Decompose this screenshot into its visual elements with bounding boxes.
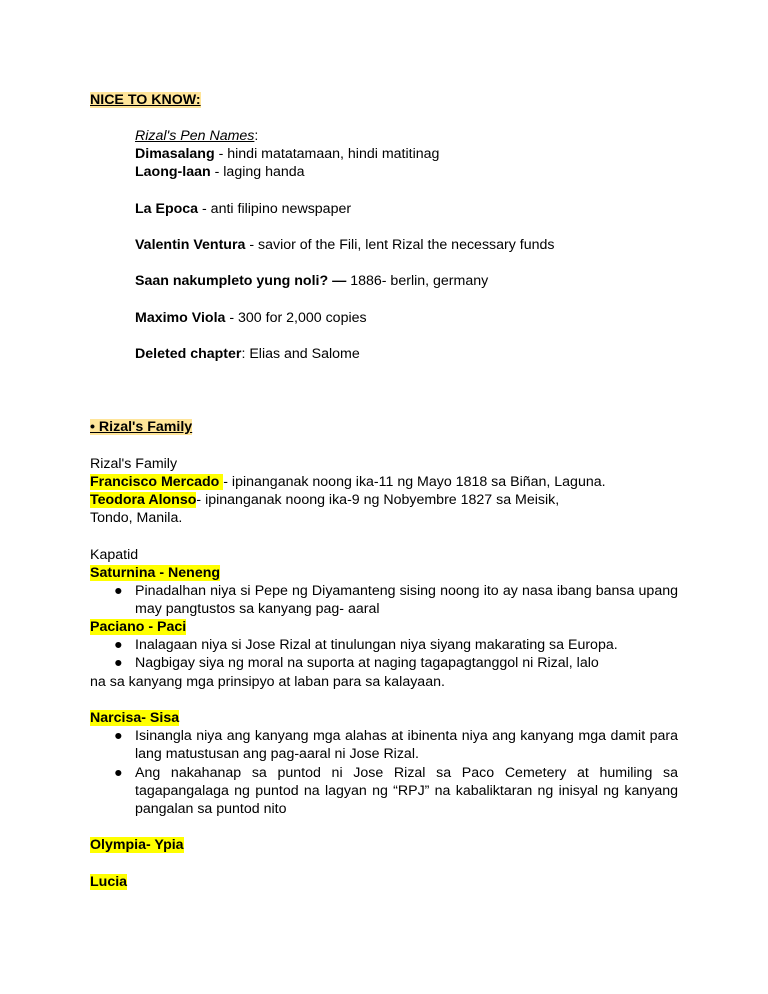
- sibling-name-paciano: Paciano - Paci: [90, 619, 187, 635]
- sibling-bullet-text: Pinadalhan niya si Pepe ng Diyamanteng sising noong ito ay nasa ibang bansa upang may pangtustos sa kanyang pag- aaral: [135, 583, 678, 617]
- sibling-bullet-text-cont: na sa kanyang mga prinsipyo at laban para sa kalayaan.: [90, 674, 445, 690]
- bullet-icon: ●: [114, 637, 123, 653]
- sibling-bullet-text: Isinangla niya ang kanyang mga alahas at ibinenta niya ang kanyang mga damit para lang matustusan ang pag-aaral ni Jose Rizal.: [135, 728, 678, 762]
- sibling-name-narcisa: Narcisa- Sisa: [90, 710, 180, 726]
- fact-item: Saan nakumpleto yung noli? — 1886- berlin, germany: [135, 273, 489, 289]
- bullet-icon: ●: [114, 728, 123, 744]
- bullet-icon: ●: [114, 655, 123, 671]
- pen-names-label: Rizal's Pen Names:: [135, 128, 259, 144]
- nice-to-know-heading: NICE TO KNOW:: [90, 92, 201, 108]
- pen-name-item: Laong-laan - laging handa: [135, 164, 305, 180]
- sibling-bullet-text: Ang nakahanap sa puntod ni Jose Rizal sa Paco Cemetery at humiling sa tagapangalaga ng puntod na lagyan ng “RPJ” na kabaliktaran ng inisyal ng kanyang pangalan sa puntod nito: [135, 765, 678, 817]
- sibling-bullet-text: Inalagaan niya si Jose Rizal at tinulungan niya siyang makarating sa Europa.: [135, 637, 618, 653]
- sibling-name-olympia: Olympia- Ypia: [90, 837, 184, 853]
- mother-entry: Teodora Alonso- ipinanganak noong ika-9 ng Nobyembre 1827 sa Meisik,: [90, 492, 560, 508]
- pen-name-item: Dimasalang - hindi matatamaan, hindi matitinag: [135, 146, 440, 162]
- fact-item: Maximo Viola - 300 for 2,000 copies: [135, 310, 367, 326]
- fact-item: Deleted chapter: Elias and Salome: [135, 346, 360, 362]
- bullet-icon: ●: [114, 583, 123, 599]
- family-subheading: Rizal's Family: [90, 456, 178, 472]
- fact-item: Valentin Ventura - savior of the Fili, lent Rizal the necessary funds: [135, 237, 555, 253]
- sibling-name-saturnina: Saturnina - Neneng: [90, 565, 221, 581]
- sibling-name-lucia: Lucia: [90, 874, 128, 890]
- mother-entry-cont: Tondo, Manila.: [90, 510, 183, 526]
- family-section-heading: • Rizal's Family: [90, 419, 193, 435]
- siblings-label: Kapatid: [90, 547, 139, 563]
- fact-item: La Epoca - anti filipino newspaper: [135, 201, 352, 217]
- bullet-icon: ●: [114, 765, 123, 781]
- father-entry: Francisco Mercado - ipinanganak noong ika-11 ng Mayo 1818 sa Biñan, Laguna.: [90, 474, 606, 490]
- sibling-bullet-text: Nagbigay siya ng moral na suporta at naging tagapagtanggol ni Rizal, lalo: [135, 655, 599, 671]
